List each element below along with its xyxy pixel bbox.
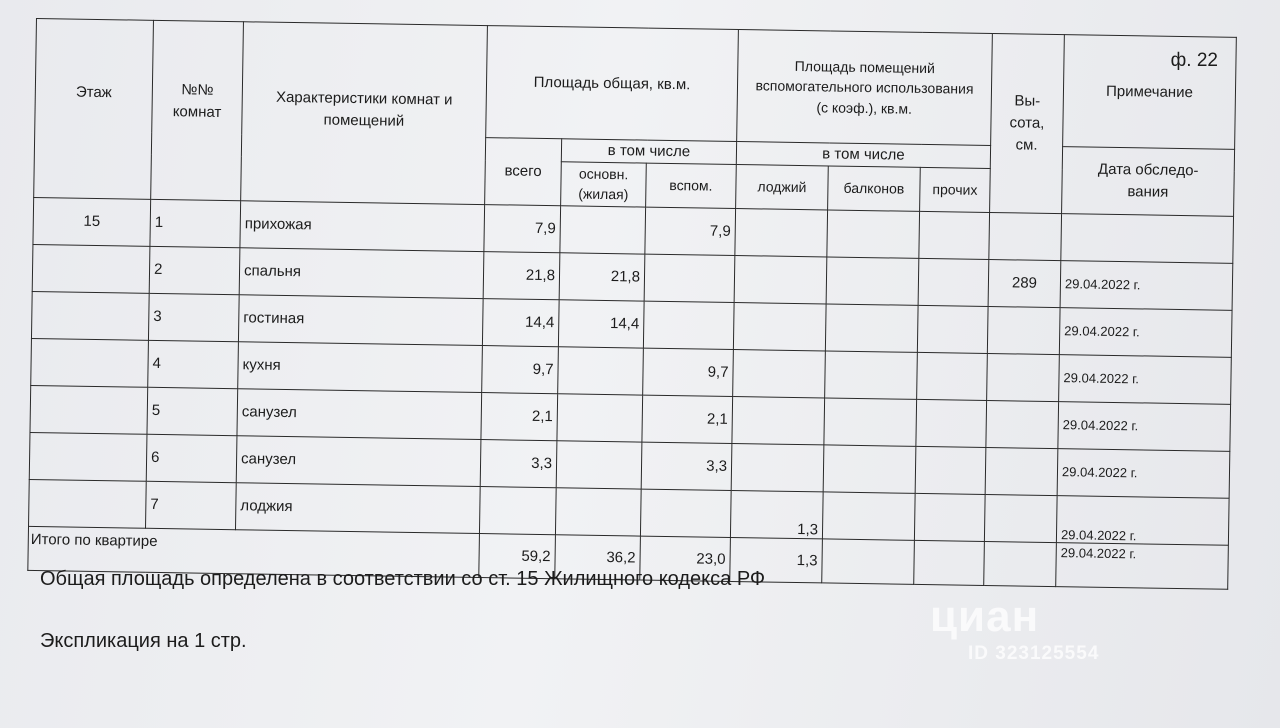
form-code: ф. 22 bbox=[1170, 50, 1218, 71]
height-cell bbox=[987, 353, 1060, 401]
total-cell: 21,8 bbox=[483, 251, 560, 299]
header-loggias: лоджий bbox=[736, 164, 829, 209]
aux-cell: 7,9 bbox=[645, 207, 736, 255]
other-cell bbox=[917, 352, 988, 400]
explication-table bbox=[27, 18, 1237, 590]
other-cell bbox=[917, 305, 988, 353]
aux-cell bbox=[640, 489, 731, 537]
room-name-cell: прихожая bbox=[240, 200, 485, 251]
totals-label: Итого по квартире bbox=[28, 526, 480, 577]
room-no-cell: 6 bbox=[146, 434, 237, 482]
other-cell bbox=[919, 211, 990, 259]
room-name-cell: кухня bbox=[238, 341, 483, 392]
room-name-cell: санузел bbox=[236, 435, 481, 486]
date-cell: 29.04.2022 г. bbox=[1057, 448, 1230, 498]
floor-cell: 15 bbox=[33, 197, 151, 246]
room-no-cell: 3 bbox=[148, 293, 239, 341]
balcony-cell bbox=[827, 210, 920, 258]
header-floor: Этаж bbox=[34, 19, 154, 200]
main-cell bbox=[560, 206, 646, 254]
other-cell bbox=[914, 493, 985, 541]
totals-other bbox=[914, 540, 985, 585]
date-cell: 29.04.2022 г. bbox=[1060, 260, 1233, 310]
other-cell bbox=[918, 258, 989, 306]
totals-height bbox=[984, 541, 1057, 586]
height-cell: 289 bbox=[988, 259, 1061, 307]
aux-cell: 9,7 bbox=[643, 348, 734, 396]
totals-loggia: 1,3 bbox=[730, 537, 823, 582]
room-name-cell: гостиная bbox=[238, 294, 483, 345]
floor-cell bbox=[31, 338, 149, 387]
total-cell: 9,7 bbox=[482, 345, 559, 393]
main-cell: 14,4 bbox=[558, 300, 644, 348]
floor-cell bbox=[29, 432, 147, 481]
loggia-cell bbox=[734, 255, 827, 303]
main-cell: 21,8 bbox=[559, 253, 645, 301]
room-name-cell: санузел bbox=[237, 388, 482, 439]
date-cell: 29.04.2022 г. bbox=[1059, 307, 1232, 357]
balcony-cell bbox=[825, 351, 918, 399]
other-cell bbox=[916, 399, 987, 447]
room-no-cell: 5 bbox=[147, 387, 238, 435]
totals-balcony bbox=[822, 539, 915, 584]
floor-cell bbox=[29, 479, 147, 528]
balcony-cell bbox=[823, 445, 916, 493]
total-cell: 3,3 bbox=[480, 439, 557, 487]
balcony-cell bbox=[825, 304, 918, 352]
aux-cell: 3,3 bbox=[641, 442, 732, 490]
area-note: Общая площадь определена в соответствии со ст. 15 Жилищного кодекса РФ bbox=[40, 568, 766, 590]
header-other: прочих bbox=[920, 167, 991, 212]
date-cell: 29.04.2022 г. bbox=[1058, 401, 1231, 451]
header-characteristics: Характеристики комнат и помещений bbox=[241, 22, 488, 205]
main-cell bbox=[558, 346, 644, 394]
header-including: в том числе bbox=[561, 139, 736, 164]
balcony-cell bbox=[824, 398, 917, 446]
room-no-cell: 7 bbox=[146, 481, 237, 529]
room-name-cell: лоджия bbox=[235, 482, 480, 533]
room-no-cell: 2 bbox=[149, 246, 240, 294]
height-cell bbox=[989, 212, 1062, 260]
header-main-living: основн. (жилая) bbox=[561, 162, 647, 207]
header-aux-area: Площадь помещений вспомогательного использования (с коэф.), кв.м. bbox=[737, 30, 993, 146]
room-name-cell: спальня bbox=[239, 247, 484, 298]
aux-cell: 2,1 bbox=[642, 395, 733, 443]
floor-cell bbox=[30, 385, 148, 434]
pages-note: Экспликация на 1 стр. bbox=[40, 630, 247, 652]
date-cell bbox=[1061, 213, 1234, 263]
height-cell bbox=[987, 306, 1060, 354]
height-cell bbox=[984, 494, 1057, 542]
height-cell bbox=[986, 400, 1059, 448]
header-survey-date: Дата обследо- вания bbox=[1062, 147, 1235, 216]
room-no-cell: 4 bbox=[148, 340, 239, 388]
loggia-cell bbox=[732, 396, 825, 444]
floor-cell bbox=[31, 291, 149, 340]
header-area-total: Площадь общая, кв.м. bbox=[486, 26, 739, 142]
header-area-all: всего bbox=[485, 138, 562, 206]
total-cell: 7,9 bbox=[484, 204, 561, 252]
room-no-cell: 1 bbox=[150, 199, 241, 247]
loggia-cell bbox=[735, 208, 828, 256]
header-height: Вы- сота, см. bbox=[990, 34, 1065, 214]
loggia-cell bbox=[733, 302, 826, 350]
floor-cell bbox=[32, 244, 150, 293]
total-cell: 2,1 bbox=[481, 392, 558, 440]
header-room-no: №№ комнат bbox=[151, 20, 244, 200]
header-auxiliary: вспом. bbox=[646, 163, 737, 208]
header-note: Примечание bbox=[1063, 35, 1237, 150]
totals-total: 59,2 bbox=[479, 533, 556, 578]
total-cell: 14,4 bbox=[482, 298, 559, 346]
date-cell: 29.04.2022 г. bbox=[1056, 495, 1229, 545]
other-cell bbox=[915, 446, 986, 494]
cian-watermark-id: ID 323125554 bbox=[968, 643, 1100, 664]
totals-main: 36,2 bbox=[555, 534, 641, 579]
height-cell bbox=[985, 447, 1058, 495]
loggia-cell: 1,3 bbox=[730, 490, 823, 538]
header-including-2: в том числе bbox=[736, 142, 990, 169]
cian-watermark-logo: циан bbox=[930, 592, 1040, 641]
main-cell bbox=[557, 393, 643, 441]
aux-cell bbox=[644, 254, 735, 302]
main-cell bbox=[555, 487, 641, 535]
total-cell bbox=[479, 486, 556, 534]
date-cell: 29.04.2022 г. bbox=[1059, 354, 1232, 404]
balcony-cell bbox=[822, 492, 915, 540]
loggia-cell bbox=[731, 443, 824, 491]
totals-aux: 23,0 bbox=[640, 536, 731, 581]
balcony-cell bbox=[826, 257, 919, 305]
totals-date: 29.04.2022 г. bbox=[1056, 542, 1229, 589]
header-balconies: балконов bbox=[828, 166, 921, 211]
main-cell bbox=[556, 440, 642, 488]
loggia-cell bbox=[733, 349, 826, 397]
aux-cell bbox=[643, 301, 734, 349]
